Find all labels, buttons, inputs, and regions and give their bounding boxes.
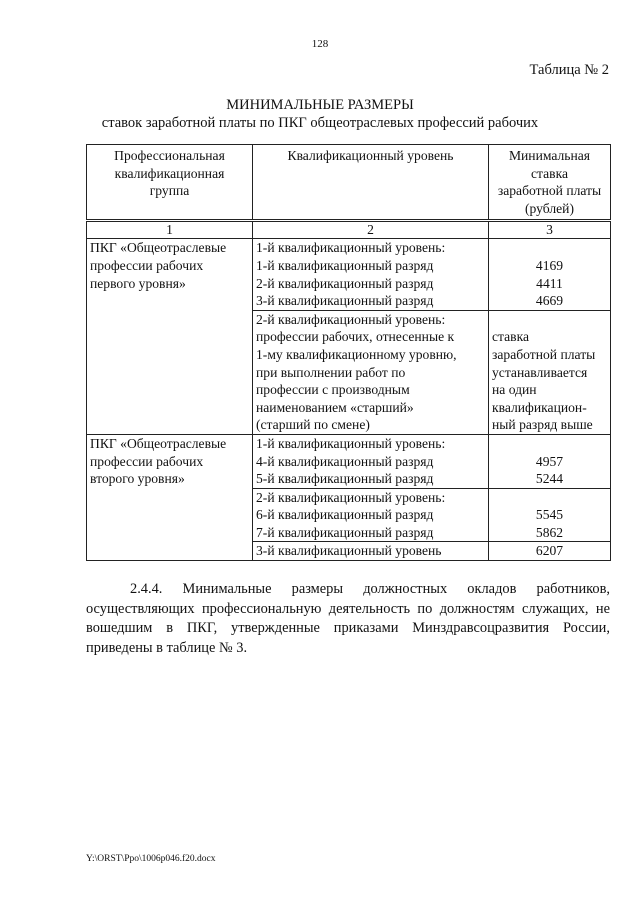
table-row: [87, 434, 611, 488]
table-label: Таблица № 2: [529, 62, 609, 78]
header-rate: Минимальная ставка заработной платы (рублей): [489, 145, 611, 221]
column-number: 2: [253, 221, 489, 239]
title-line-1: МИНИМАЛЬНЫЕ РАЗМЕРЫ: [226, 97, 414, 113]
table-header-row: [87, 145, 611, 221]
rate-cell: 4169 4411 4669: [489, 239, 611, 310]
rate-cell: 5545 5862: [489, 488, 611, 542]
rate-cell: 6207: [489, 542, 611, 561]
page-number: 128: [311, 38, 329, 50]
level-cell: 1-й квалификационный уровень: 4-й квалификационный разряд 5-й квалификационный разряд: [253, 434, 489, 488]
header-group: Профессиональная квалификационная группа: [87, 145, 253, 221]
column-number-row: [87, 221, 611, 239]
title-line-2: ставок заработной платы по ПКГ общеотраслевых профессий рабочих: [101, 115, 539, 131]
group-name-cell: ПКГ «Общеотраслевые профессии рабочих второго уровня»: [87, 434, 253, 560]
body-paragraph: 2.4.4. Минимальные размеры должностных окладов работников, осуществляющих профессиональную деятельность по должностям служащих, не вошедшим в ПКГ, утвержденные приказами Минздравсоцразвития России, приведены в таблице № 3.: [86, 581, 610, 656]
table-title: [0, 96, 640, 132]
file-path-footer: Y:\ORST\Ppo\1006p046.f20.docx: [86, 854, 216, 864]
rates-table: [86, 144, 611, 561]
group-name-cell: ПКГ «Общеотраслевые профессии рабочих первого уровня»: [87, 239, 253, 435]
level-cell: 2-й квалификационный уровень: профессии рабочих, отнесенные к 1-му квалификационному уровню, при выполнении работ по профессии с производным наименованием «старший» (старший по смене): [253, 310, 489, 434]
level-cell: 3-й квалификационный уровень: [253, 542, 489, 561]
column-number: 1: [87, 221, 253, 239]
rate-cell: 4957 5244: [489, 434, 611, 488]
table-row: [87, 239, 611, 310]
level-cell: 1-й квалификационный уровень: 1-й квалификационный разряд 2-й квалификационный разряд 3-й квалификационный разряд: [253, 239, 489, 310]
header-level: Квалификационный уровень: [253, 145, 489, 221]
rate-note-cell: ставка заработной платы устанавливается на один квалификацион- ный разряд выше: [489, 310, 611, 434]
column-number: 3: [489, 221, 611, 239]
level-cell: 2-й квалификационный уровень: 6-й квалификационный разряд 7-й квалификационный разряд: [253, 488, 489, 542]
